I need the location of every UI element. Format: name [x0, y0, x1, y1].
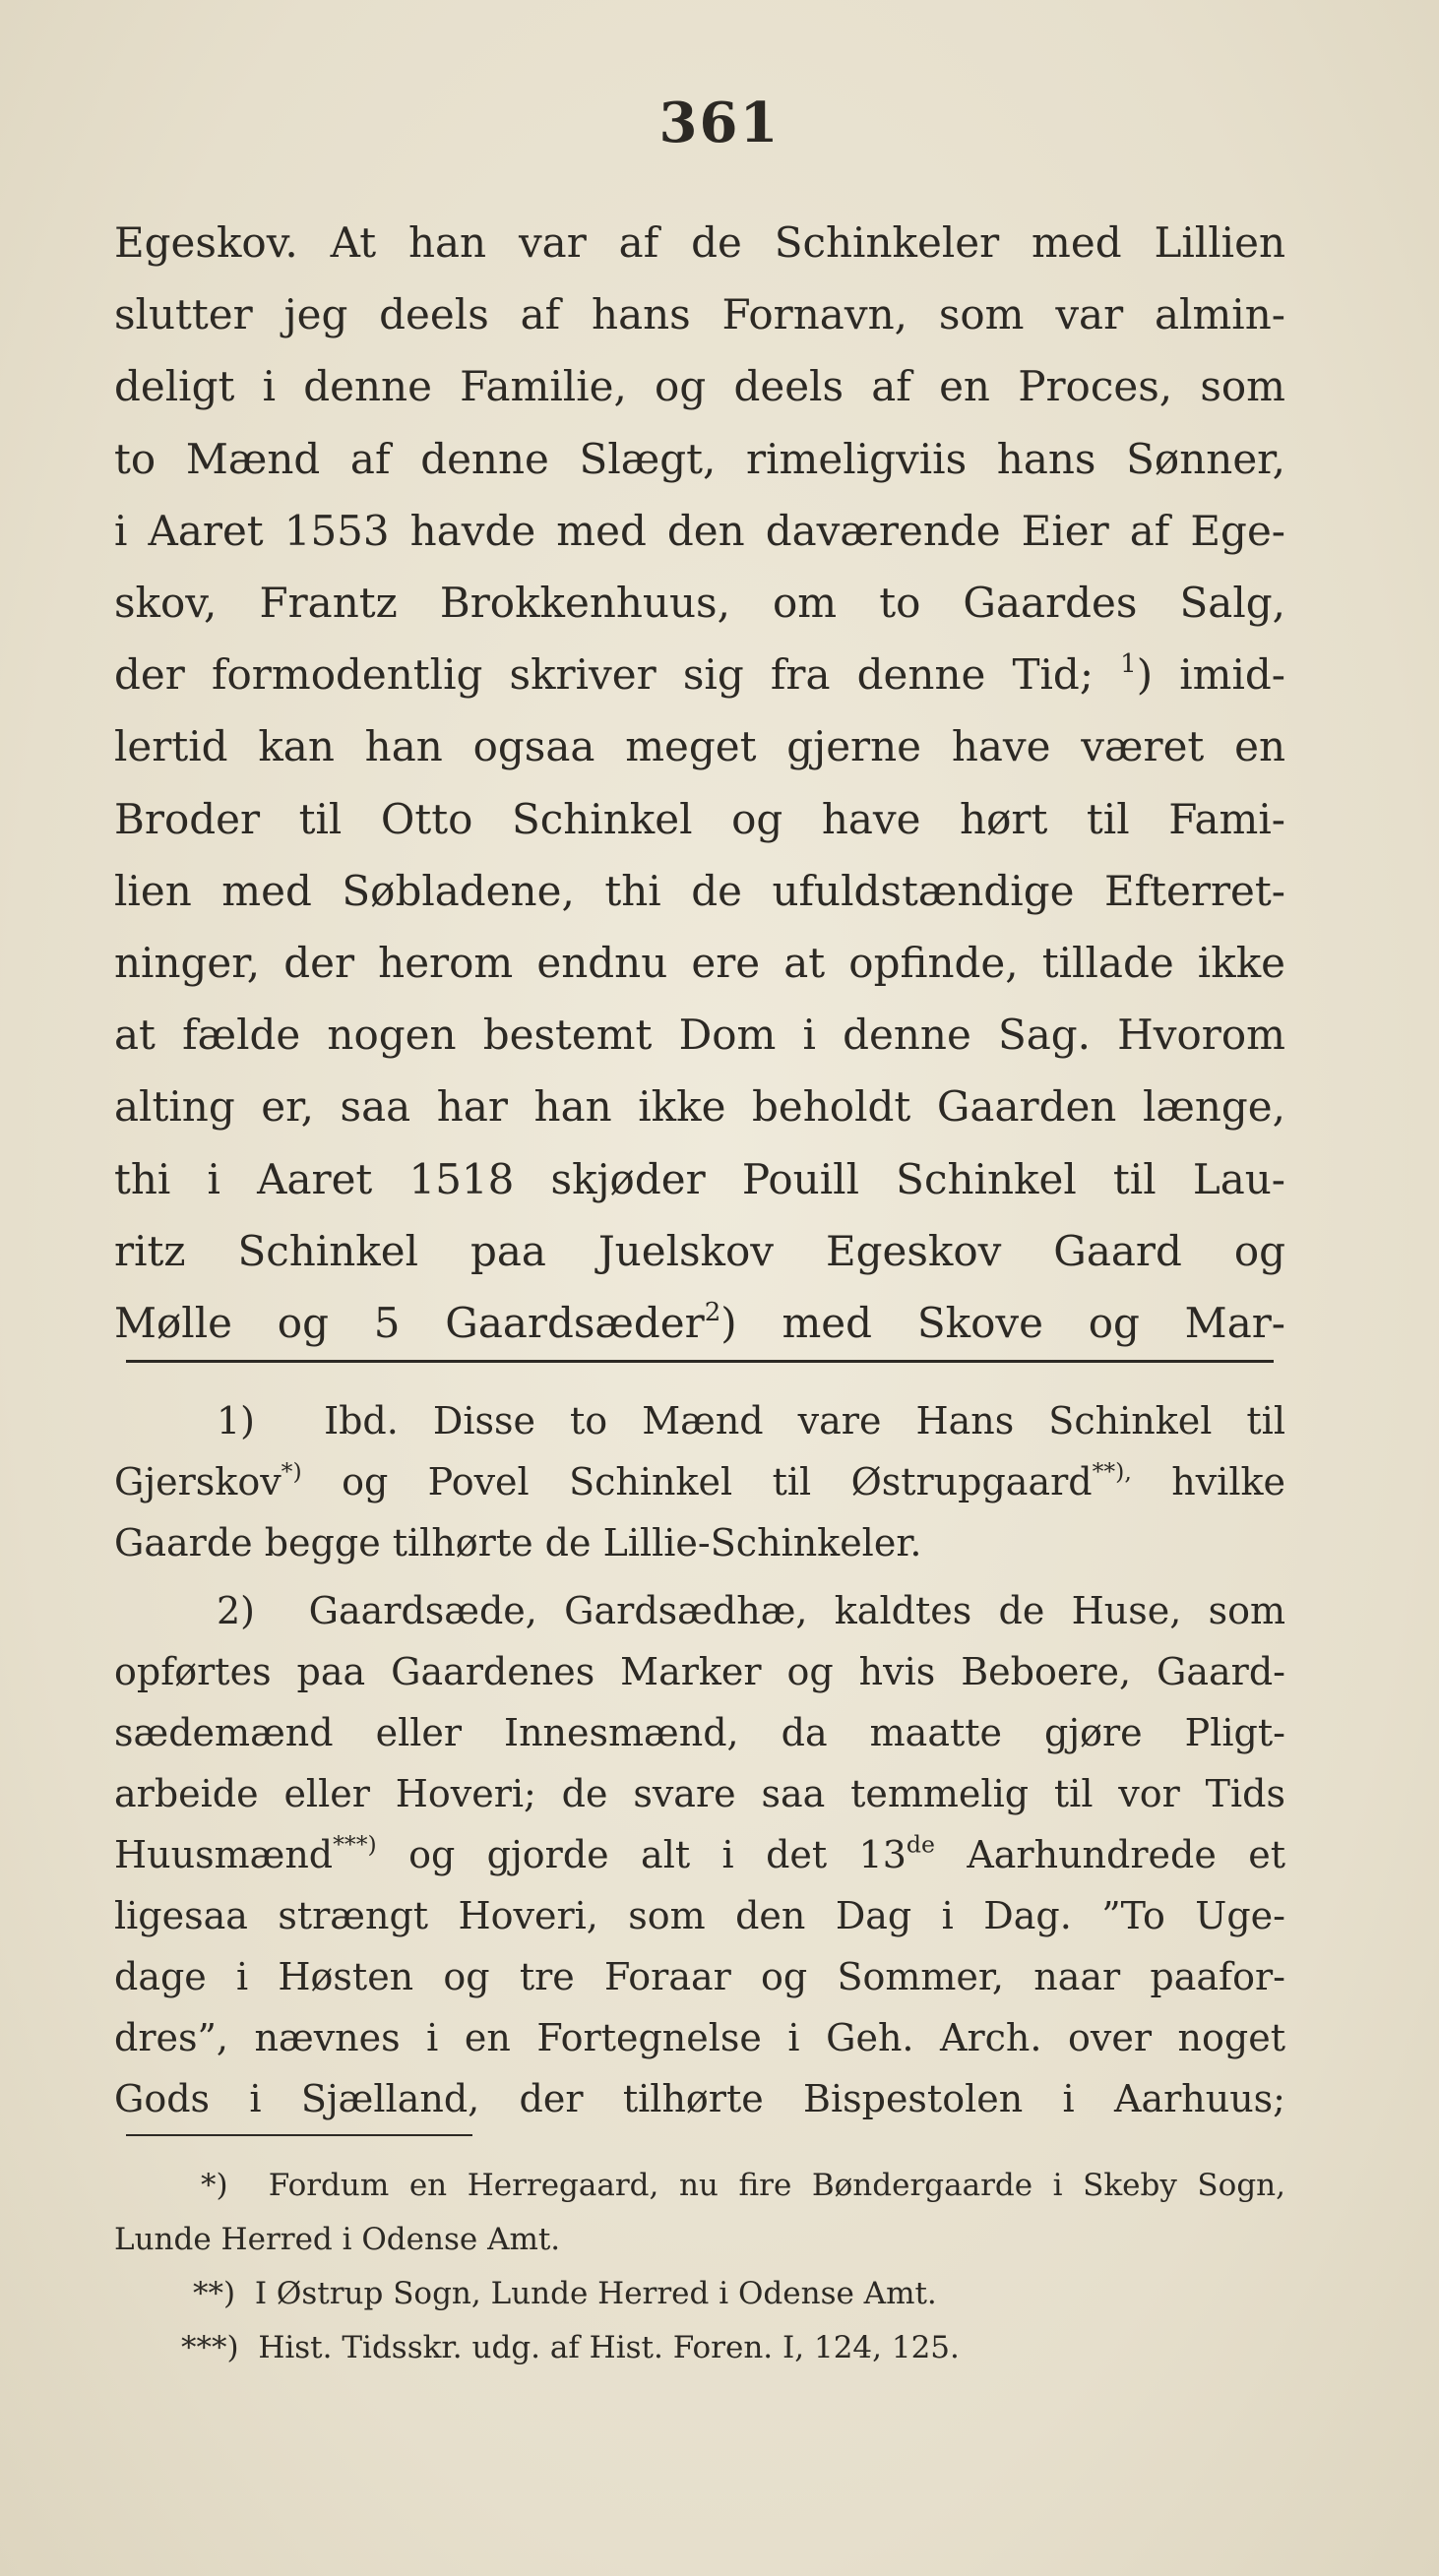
body-line: slutter jeg deels af hans Fornavn, som var almin- — [114, 290, 1285, 339]
subnote-line — [114, 2321, 1285, 2375]
footnote-line — [114, 1580, 1285, 1641]
footnote-text: Gjerskov — [114, 1460, 282, 1503]
footnote-line — [114, 1390, 1285, 1451]
subnote-text: I Østrup Sogn, Lunde Herred i Odense Amt. — [254, 2276, 937, 2311]
subnote-marker: ***) — [181, 2330, 239, 2365]
footnote-2 — [114, 1580, 1285, 2129]
footnote-text: Gaardsæde, Gardsædhæ, kaldtes de Huse, som — [308, 1589, 1285, 1632]
subnote-marker: *) — [201, 2168, 228, 2203]
body-line-tail: med Skove og Mar- — [782, 1299, 1285, 1348]
subnote-ref: *) — [281, 1457, 302, 1486]
body-line: lertid kan han ogsaa meget gjerne have været en — [114, 722, 1285, 771]
footnote-ref-paren: ) — [720, 1299, 737, 1348]
subnote-ref: **), — [1092, 1457, 1132, 1486]
body-line: to Mænd af denne Slægt, rimeligviis hans Sønner, — [114, 434, 1285, 483]
body-line-tail: imid- — [1179, 650, 1285, 700]
footnote-line: arbeide eller Hoveri; de svare saa temmelig til vor Tids — [114, 1772, 1285, 1815]
footnote-separator-rule — [126, 1360, 1274, 1363]
body-line: lien med Søbladene, thi de ufuldstændige Efterret- — [114, 866, 1285, 915]
body-line: ninger, der herom endnu ere at opfinde, tillade ikke — [114, 939, 1285, 988]
footnote-text: og gjorde alt i det 13 — [408, 1833, 907, 1876]
footnote-line: opførtes paa Gaardenes Marker og hvis Beboere, Gaard- — [114, 1650, 1285, 1693]
body-line: Broder til Otto Schinkel og have hørt til Fami- — [114, 794, 1285, 843]
footnote-1 — [114, 1390, 1285, 1573]
body-line: thi i Aaret 1518 skjøder Pouill Schinkel til Lau- — [114, 1154, 1285, 1203]
body-line: at fælde nogen bestemt Dom i denne Sag. Hvorom — [114, 1011, 1285, 1060]
body-line-text: der formodentlig skriver sig fra denne Tid; — [114, 650, 1094, 700]
footnote-line: dage i Høsten og tre Foraar og Sommer, naar paafor- — [114, 1955, 1285, 1998]
footnote-marker: 1) — [217, 1399, 256, 1442]
footnote-text: hvilke — [1171, 1460, 1285, 1503]
body-line: i Aaret 1553 havde med den daværende Eier af Ege- — [114, 506, 1285, 555]
footnote-ref-1: 1 — [1120, 649, 1137, 680]
footnote-ref-2: 2 — [704, 1298, 721, 1328]
footnote-ref-paren: ) — [1136, 650, 1154, 700]
page-number: 361 — [658, 91, 781, 155]
subnote-text: Hist. Tidsskr. udg. af Hist. Foren. I, 124, 125. — [258, 2330, 960, 2365]
footnote-text: og Povel Schinkel til Østrupgaard — [342, 1460, 1093, 1503]
footnote-line: sædemænd eller Innesmænd, da maatte gjøre Pligt- — [114, 1711, 1285, 1754]
body-line-with-ref — [114, 639, 1285, 710]
footnote-line: Gods i Sjælland, der tilhørte Bispestolen i Aarhuus; — [114, 2077, 1285, 2120]
body-line: ritz Schinkel paa Juelskov Egeskov Gaard og — [114, 1226, 1285, 1275]
footnote-line — [114, 1451, 1285, 1512]
ordinal-suffix: de — [906, 1830, 935, 1859]
footnote-marker: 2) — [217, 1589, 256, 1632]
body-line-text: Mølle og 5 Gaardsæder — [114, 1299, 705, 1348]
footnote-line: Gaarde begge tilhørte de Lillie-Schinkeler. — [114, 1521, 922, 1564]
footnote-line — [114, 1824, 1285, 1885]
footnote-text: Huusmænd — [114, 1833, 334, 1876]
subnote-line — [114, 2267, 1285, 2321]
body-line: skov, Frantz Brokkenhuus, om to Gaardes Salg, — [114, 579, 1285, 628]
body-line: Egeskov. At han var af de Schinkeler med Lillien — [114, 218, 1285, 267]
subnote-line — [114, 2213, 1285, 2267]
subnote-text: Lunde Herred i Odense Amt. — [114, 2222, 561, 2257]
footnote-line: ligesaa strængt Hoveri, som den Dag i Dag. ”To Uge- — [114, 1894, 1285, 1937]
body-line: alting er, saa har han ikke beholdt Gaarden længe, — [114, 1082, 1285, 1132]
footnote-text: Aarhundrede et — [967, 1833, 1285, 1876]
subnote-line — [114, 2159, 1285, 2213]
subnote-text: Fordum en Herregaard, nu fire Bøndergaarde i Skeby Sogn, — [268, 2168, 1285, 2203]
subnote-ref: ***) — [333, 1830, 377, 1859]
body-line: deligt i denne Familie, og deels af en Proces, som — [114, 362, 1285, 411]
subnote-separator-rule — [126, 2134, 472, 2136]
body-line-with-ref — [114, 1287, 1285, 1359]
subnote-marker: **) — [193, 2276, 236, 2311]
subnotes — [114, 2159, 1285, 2375]
main-text — [114, 207, 1285, 1359]
footnote-line: dres”, nævnes i en Fortegnelse i Geh. Arch. over noget — [114, 2016, 1285, 2059]
footnote-text: Ibd. Disse to Mænd vare Hans Schinkel til — [324, 1399, 1285, 1442]
